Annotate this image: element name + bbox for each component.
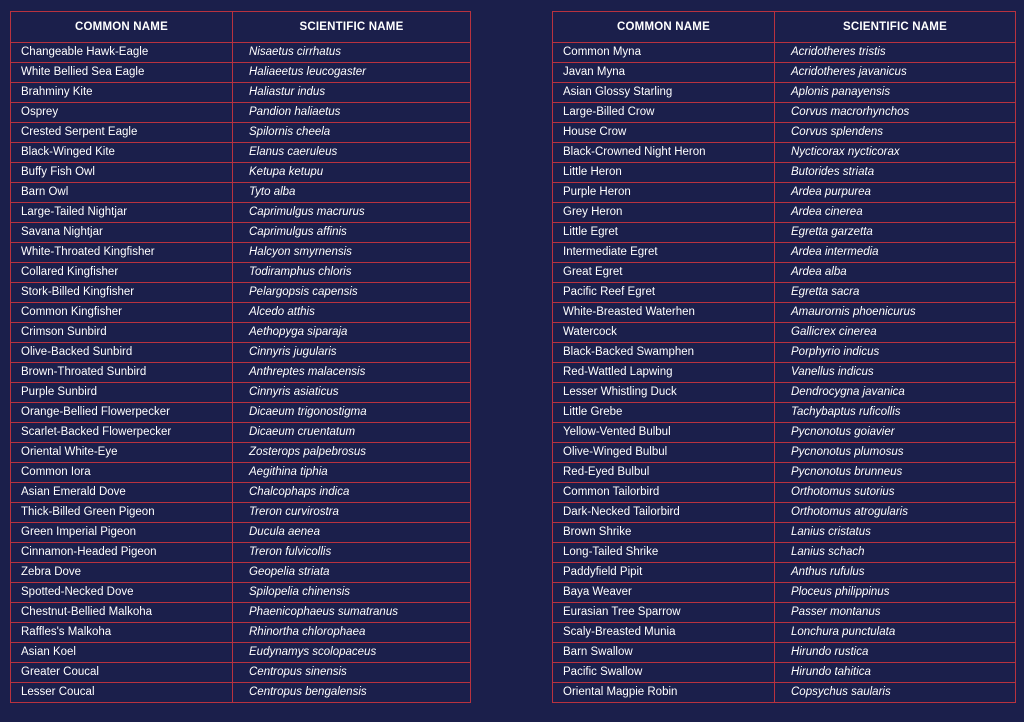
- scientific-name-cell: Acridotheres javanicus: [775, 63, 1016, 83]
- scientific-name-cell: Amaurornis phoenicurus: [775, 303, 1016, 323]
- table-row: [11, 243, 471, 263]
- common-name-cell: Oriental Magpie Robin: [553, 683, 775, 703]
- common-name-cell: Watercock: [553, 323, 775, 343]
- table-row: [553, 163, 1016, 183]
- scientific-name-cell: Halcyon smyrnensis: [233, 243, 471, 263]
- common-name-cell: White-Breasted Waterhen: [553, 303, 775, 323]
- scientific-name-cell: Dicaeum cruentatum: [233, 423, 471, 443]
- table-row: [11, 563, 471, 583]
- table-row: [11, 523, 471, 543]
- scientific-name-cell: Elanus caeruleus: [233, 143, 471, 163]
- table-row: [553, 263, 1016, 283]
- scientific-name-cell: Nycticorax nycticorax: [775, 143, 1016, 163]
- header-scientific-name: SCIENTIFIC NAME: [775, 12, 1016, 43]
- scientific-name-cell: Hirundo tahitica: [775, 663, 1016, 683]
- scientific-name-cell: Lanius cristatus: [775, 523, 1016, 543]
- scientific-name-cell: Pelargopsis capensis: [233, 283, 471, 303]
- scientific-name-cell: Lonchura punctulata: [775, 623, 1016, 643]
- common-name-cell: Cinnamon-Headed Pigeon: [11, 543, 233, 563]
- scientific-name-cell: Ducula aenea: [233, 523, 471, 543]
- scientific-name-cell: Aegithina tiphia: [233, 463, 471, 483]
- scientific-name-cell: Treron curvirostra: [233, 503, 471, 523]
- scientific-name-cell: Zosterops palpebrosus: [233, 443, 471, 463]
- scientific-name-cell: Egretta garzetta: [775, 223, 1016, 243]
- scientific-name-cell: Pycnonotus goiavier: [775, 423, 1016, 443]
- common-name-cell: Long-Tailed Shrike: [553, 543, 775, 563]
- table-row: [553, 423, 1016, 443]
- table-row: [11, 183, 471, 203]
- table-row: [553, 383, 1016, 403]
- scientific-name-cell: Ardea cinerea: [775, 203, 1016, 223]
- common-name-cell: Raffles's Malkoha: [11, 623, 233, 643]
- common-name-cell: Stork-Billed Kingfisher: [11, 283, 233, 303]
- scientific-name-cell: Dicaeum trigonostigma: [233, 403, 471, 423]
- scientific-name-cell: Ardea purpurea: [775, 183, 1016, 203]
- table-row: [553, 563, 1016, 583]
- table-row: [11, 443, 471, 463]
- table-row: [553, 323, 1016, 343]
- scientific-name-cell: Geopelia striata: [233, 563, 471, 583]
- common-name-cell: Zebra Dove: [11, 563, 233, 583]
- table-row: [553, 683, 1016, 703]
- table-row: [11, 383, 471, 403]
- common-name-cell: Brahminy Kite: [11, 83, 233, 103]
- common-name-cell: Orange-Bellied Flowerpecker: [11, 403, 233, 423]
- common-name-cell: Pacific Swallow: [553, 663, 775, 683]
- table-row: [553, 523, 1016, 543]
- table-row: [11, 303, 471, 323]
- table-row: [11, 623, 471, 643]
- table-row: [11, 663, 471, 683]
- common-name-cell: Spotted-Necked Dove: [11, 583, 233, 603]
- scientific-name-cell: Lanius schach: [775, 543, 1016, 563]
- common-name-cell: Chestnut-Bellied Malkoha: [11, 603, 233, 623]
- common-name-cell: Changeable Hawk-Eagle: [11, 43, 233, 63]
- scientific-name-cell: Pandion haliaetus: [233, 103, 471, 123]
- table-row: [11, 203, 471, 223]
- scientific-name-cell: Acridotheres tristis: [775, 43, 1016, 63]
- common-name-cell: Barn Owl: [11, 183, 233, 203]
- common-name-cell: Pacific Reef Egret: [553, 283, 775, 303]
- header-common-name: COMMON NAME: [11, 12, 233, 43]
- table-row: [553, 303, 1016, 323]
- common-name-cell: Common Kingfisher: [11, 303, 233, 323]
- common-name-cell: Red-Eyed Bulbul: [553, 463, 775, 483]
- scientific-name-cell: Haliastur indus: [233, 83, 471, 103]
- common-name-cell: Common Iora: [11, 463, 233, 483]
- common-name-cell: Paddyfield Pipit: [553, 563, 775, 583]
- table-row: [11, 83, 471, 103]
- scientific-name-cell: Egretta sacra: [775, 283, 1016, 303]
- scientific-name-cell: Ploceus philippinus: [775, 583, 1016, 603]
- common-name-cell: Buffy Fish Owl: [11, 163, 233, 183]
- table-row: [11, 103, 471, 123]
- scientific-name-cell: Orthotomus sutorius: [775, 483, 1016, 503]
- scientific-name-cell: Ketupa ketupu: [233, 163, 471, 183]
- common-name-cell: Oriental White-Eye: [11, 443, 233, 463]
- common-name-cell: Grey Heron: [553, 203, 775, 223]
- table-row: [11, 163, 471, 183]
- table-row: [553, 203, 1016, 223]
- scientific-name-cell: Spilopelia chinensis: [233, 583, 471, 603]
- common-name-cell: Little Egret: [553, 223, 775, 243]
- table-row: [553, 403, 1016, 423]
- common-name-cell: Brown-Throated Sunbird: [11, 363, 233, 383]
- table-row: [11, 223, 471, 243]
- common-name-cell: Greater Coucal: [11, 663, 233, 683]
- common-name-cell: Lesser Whistling Duck: [553, 383, 775, 403]
- scientific-name-cell: Passer montanus: [775, 603, 1016, 623]
- scientific-name-cell: Copsychus saularis: [775, 683, 1016, 703]
- table-row: [553, 183, 1016, 203]
- table-row: [11, 403, 471, 423]
- common-name-cell: Savana Nightjar: [11, 223, 233, 243]
- table-row: [11, 343, 471, 363]
- header-row: [11, 12, 471, 43]
- common-name-cell: Black-Crowned Night Heron: [553, 143, 775, 163]
- table-row: [11, 123, 471, 143]
- common-name-cell: Asian Emerald Dove: [11, 483, 233, 503]
- common-name-cell: Collared Kingfisher: [11, 263, 233, 283]
- common-name-cell: Osprey: [11, 103, 233, 123]
- common-name-cell: Large-Billed Crow: [553, 103, 775, 123]
- common-name-cell: Little Grebe: [553, 403, 775, 423]
- scientific-name-cell: Chalcophaps indica: [233, 483, 471, 503]
- common-name-cell: House Crow: [553, 123, 775, 143]
- common-name-cell: Black-Backed Swamphen: [553, 343, 775, 363]
- scientific-name-cell: Haliaeetus leucogaster: [233, 63, 471, 83]
- table-row: [11, 683, 471, 703]
- common-name-cell: Javan Myna: [553, 63, 775, 83]
- scientific-name-cell: Aethopyga siparaja: [233, 323, 471, 343]
- scientific-name-cell: Corvus macrorhynchos: [775, 103, 1016, 123]
- common-name-cell: Lesser Coucal: [11, 683, 233, 703]
- header-row: [553, 12, 1016, 43]
- scientific-name-cell: Pycnonotus plumosus: [775, 443, 1016, 463]
- bird-table-left: [10, 11, 471, 703]
- table-row: [553, 223, 1016, 243]
- common-name-cell: Purple Heron: [553, 183, 775, 203]
- table-row: [553, 463, 1016, 483]
- common-name-cell: Common Myna: [553, 43, 775, 63]
- common-name-cell: Asian Glossy Starling: [553, 83, 775, 103]
- scientific-name-cell: Cinnyris asiaticus: [233, 383, 471, 403]
- bird-table-right: [552, 11, 1016, 703]
- scientific-name-cell: Porphyrio indicus: [775, 343, 1016, 363]
- common-name-cell: Red-Wattled Lapwing: [553, 363, 775, 383]
- table-row: [11, 63, 471, 83]
- common-name-cell: Baya Weaver: [553, 583, 775, 603]
- table-row: [553, 503, 1016, 523]
- scientific-name-cell: Orthotomus atrogularis: [775, 503, 1016, 523]
- table-row: [11, 603, 471, 623]
- table-row: [11, 43, 471, 63]
- scientific-name-cell: Corvus splendens: [775, 123, 1016, 143]
- table-row: [553, 43, 1016, 63]
- table-row: [11, 143, 471, 163]
- scientific-name-cell: Caprimulgus macrurus: [233, 203, 471, 223]
- table-row: [553, 143, 1016, 163]
- table-row: [11, 283, 471, 303]
- common-name-cell: Thick-Billed Green Pigeon: [11, 503, 233, 523]
- table-row: [11, 363, 471, 383]
- scientific-name-cell: Cinnyris jugularis: [233, 343, 471, 363]
- table-row: [553, 123, 1016, 143]
- table-row: [11, 483, 471, 503]
- scientific-name-cell: Ardea alba: [775, 263, 1016, 283]
- scientific-name-cell: Centropus sinensis: [233, 663, 471, 683]
- common-name-cell: Common Tailorbird: [553, 483, 775, 503]
- common-name-cell: Large-Tailed Nightjar: [11, 203, 233, 223]
- common-name-cell: Green Imperial Pigeon: [11, 523, 233, 543]
- scientific-name-cell: Treron fulvicollis: [233, 543, 471, 563]
- table-row: [11, 423, 471, 443]
- header-scientific-name: SCIENTIFIC NAME: [233, 12, 471, 43]
- scientific-name-cell: Tachybaptus ruficollis: [775, 403, 1016, 423]
- table-row: [553, 583, 1016, 603]
- table-row: [553, 543, 1016, 563]
- table-row: [11, 543, 471, 563]
- table-row: [11, 583, 471, 603]
- scientific-name-cell: Butorides striata: [775, 163, 1016, 183]
- scientific-name-cell: Centropus bengalensis: [233, 683, 471, 703]
- common-name-cell: Asian Koel: [11, 643, 233, 663]
- table-row: [553, 243, 1016, 263]
- common-name-cell: Crested Serpent Eagle: [11, 123, 233, 143]
- common-name-cell: Olive-Backed Sunbird: [11, 343, 233, 363]
- scientific-name-cell: Eudynamys scolopaceus: [233, 643, 471, 663]
- table-row: [553, 103, 1016, 123]
- table-row: [553, 283, 1016, 303]
- common-name-cell: White Bellied Sea Eagle: [11, 63, 233, 83]
- common-name-cell: Black-Winged Kite: [11, 143, 233, 163]
- scientific-name-cell: Phaenicophaeus sumatranus: [233, 603, 471, 623]
- table-row: [553, 83, 1016, 103]
- table-row: [553, 663, 1016, 683]
- table-row: [11, 323, 471, 343]
- scientific-name-cell: Anthus rufulus: [775, 563, 1016, 583]
- scientific-name-cell: Pycnonotus brunneus: [775, 463, 1016, 483]
- scientific-name-cell: Aplonis panayensis: [775, 83, 1016, 103]
- common-name-cell: White-Throated Kingfisher: [11, 243, 233, 263]
- table-row: [11, 643, 471, 663]
- scientific-name-cell: Rhinortha chlorophaea: [233, 623, 471, 643]
- table-row: [553, 443, 1016, 463]
- scientific-name-cell: Todiramphus chloris: [233, 263, 471, 283]
- table-row: [11, 503, 471, 523]
- scientific-name-cell: Nisaetus cirrhatus: [233, 43, 471, 63]
- table-row: [553, 623, 1016, 643]
- scientific-name-cell: Spilornis cheela: [233, 123, 471, 143]
- common-name-cell: Dark-Necked Tailorbird: [553, 503, 775, 523]
- header-common-name: COMMON NAME: [553, 12, 775, 43]
- scientific-name-cell: Dendrocygna javanica: [775, 383, 1016, 403]
- table-row: [553, 63, 1016, 83]
- scientific-name-cell: Ardea intermedia: [775, 243, 1016, 263]
- common-name-cell: Scarlet-Backed Flowerpecker: [11, 423, 233, 443]
- scientific-name-cell: Gallicrex cinerea: [775, 323, 1016, 343]
- scientific-name-cell: Alcedo atthis: [233, 303, 471, 323]
- common-name-cell: Eurasian Tree Sparrow: [553, 603, 775, 623]
- common-name-cell: Scaly-Breasted Munia: [553, 623, 775, 643]
- common-name-cell: Crimson Sunbird: [11, 323, 233, 343]
- common-name-cell: Little Heron: [553, 163, 775, 183]
- common-name-cell: Intermediate Egret: [553, 243, 775, 263]
- table-row: [553, 483, 1016, 503]
- table-row: [553, 363, 1016, 383]
- table-row: [553, 643, 1016, 663]
- scientific-name-cell: Hirundo rustica: [775, 643, 1016, 663]
- common-name-cell: Great Egret: [553, 263, 775, 283]
- scientific-name-cell: Vanellus indicus: [775, 363, 1016, 383]
- table-row: [553, 343, 1016, 363]
- scientific-name-cell: Anthreptes malacensis: [233, 363, 471, 383]
- scientific-name-cell: Tyto alba: [233, 183, 471, 203]
- common-name-cell: Olive-Winged Bulbul: [553, 443, 775, 463]
- common-name-cell: Barn Swallow: [553, 643, 775, 663]
- scientific-name-cell: Caprimulgus affinis: [233, 223, 471, 243]
- table-row: [11, 463, 471, 483]
- common-name-cell: Yellow-Vented Bulbul: [553, 423, 775, 443]
- table-row: [11, 263, 471, 283]
- common-name-cell: Purple Sunbird: [11, 383, 233, 403]
- table-row: [553, 603, 1016, 623]
- common-name-cell: Brown Shrike: [553, 523, 775, 543]
